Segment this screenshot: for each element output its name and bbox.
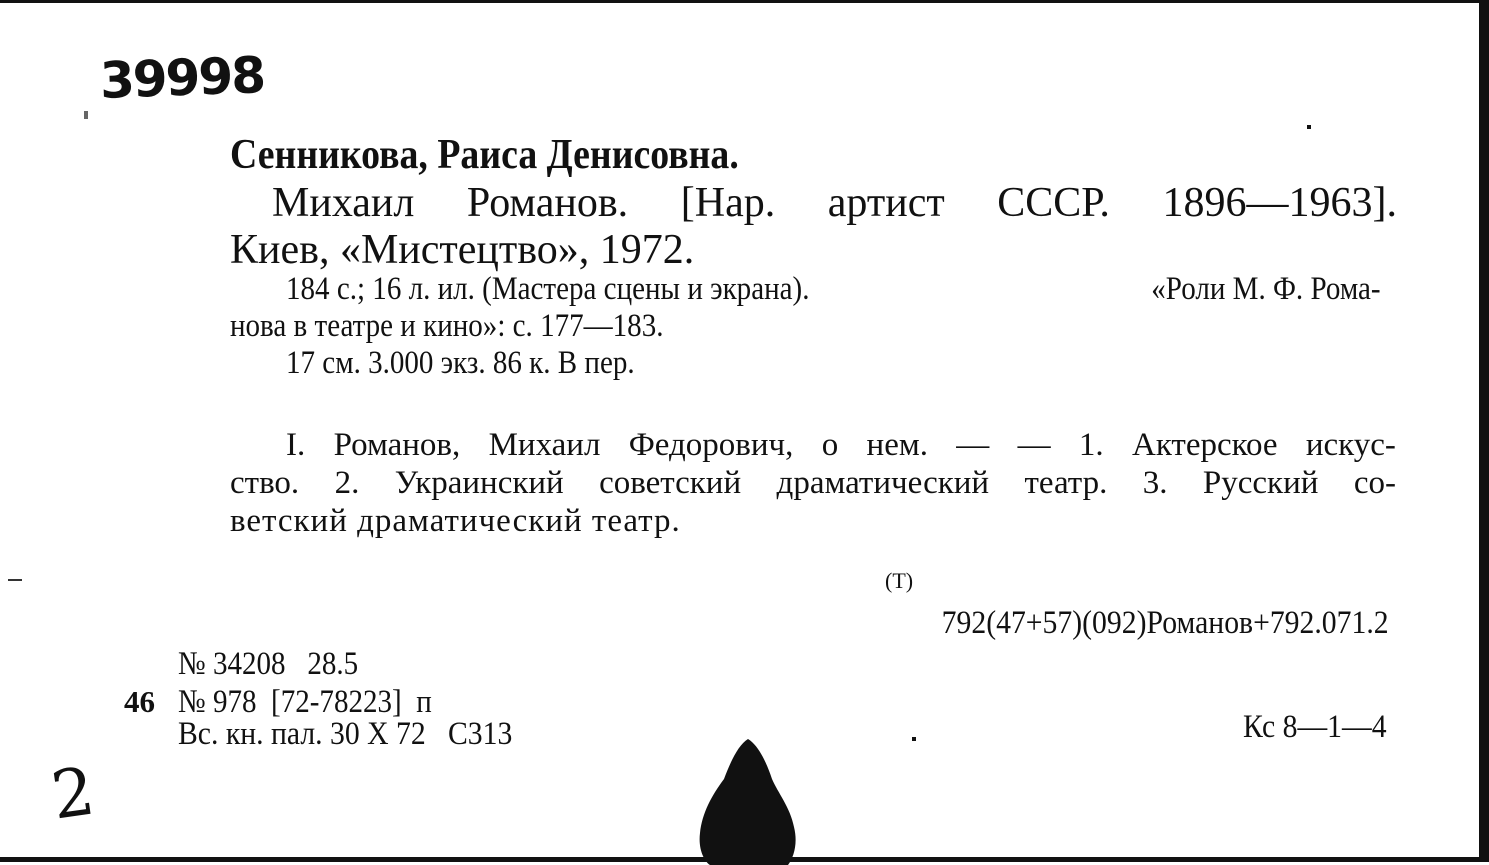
word: со-	[1353, 465, 1396, 501]
word: артист	[827, 180, 945, 226]
word: драматический	[776, 465, 990, 501]
description-line-1-right: «Роли М. Ф. Рома-	[1151, 271, 1381, 307]
author-heading: Сенникова, Раиса Денисовна.	[230, 132, 739, 178]
registration-number: № 34208 28.5	[178, 646, 359, 682]
word: советский	[599, 465, 742, 501]
word: —	[1017, 427, 1051, 463]
punch-hole-graphic	[696, 735, 800, 865]
word: Романов,	[333, 427, 461, 463]
word: 1896—1963].	[1162, 180, 1397, 226]
word: искус-	[1305, 427, 1396, 463]
description-line-1-left: 184 с.; 16 л. ил. (Мастера сцены и экрана).	[286, 271, 810, 307]
word: Романов.	[466, 180, 629, 226]
classification-code: 792(47+57)(092)Романов+792.071.2	[942, 605, 1389, 641]
speck	[1307, 125, 1311, 129]
word: I.	[286, 427, 306, 463]
word: СССР.	[997, 180, 1110, 226]
word: театр.	[1024, 465, 1108, 501]
word: 3.	[1142, 465, 1168, 501]
card-code: Кс 8—1—4	[1243, 709, 1387, 745]
word: о	[821, 427, 839, 463]
word: Украинский	[394, 465, 564, 501]
speck	[8, 579, 22, 581]
word: Актерское	[1131, 427, 1278, 463]
title-line-2: Киев, «Мистецтво», 1972.	[230, 227, 695, 273]
handwritten-mark: 2	[46, 752, 100, 835]
print-info: Вс. кн. пал. 30 X 72 С313	[178, 716, 513, 752]
word: Михаил	[488, 427, 601, 463]
speck	[84, 111, 88, 119]
word: 1.	[1078, 427, 1104, 463]
mark-t: (Т)	[885, 568, 914, 593]
title-line-1	[272, 179, 1397, 227]
order-number: № 978 [72-78223] п	[178, 684, 432, 720]
word: нем.	[866, 427, 928, 463]
word: ство.	[230, 465, 300, 501]
word: [Нар.	[680, 180, 776, 226]
order-prefix: 46	[124, 684, 155, 719]
subject-line-2	[230, 465, 1396, 502]
subject-line-1	[286, 427, 1396, 464]
handwritten-number: 39998	[99, 46, 265, 110]
word: Михаил	[272, 180, 415, 226]
subject-line-3: ветский драматический театр.	[230, 503, 681, 539]
word: 2.	[334, 465, 360, 501]
speck	[912, 737, 916, 741]
word: Федорович,	[628, 427, 794, 463]
word: Русский	[1202, 465, 1319, 501]
word: —	[956, 427, 990, 463]
description-line-2: нова в театре и кино»: с. 177—183.	[230, 308, 664, 344]
description-line-3: 17 см. 3.000 экз. 86 к. В пер.	[286, 345, 635, 381]
